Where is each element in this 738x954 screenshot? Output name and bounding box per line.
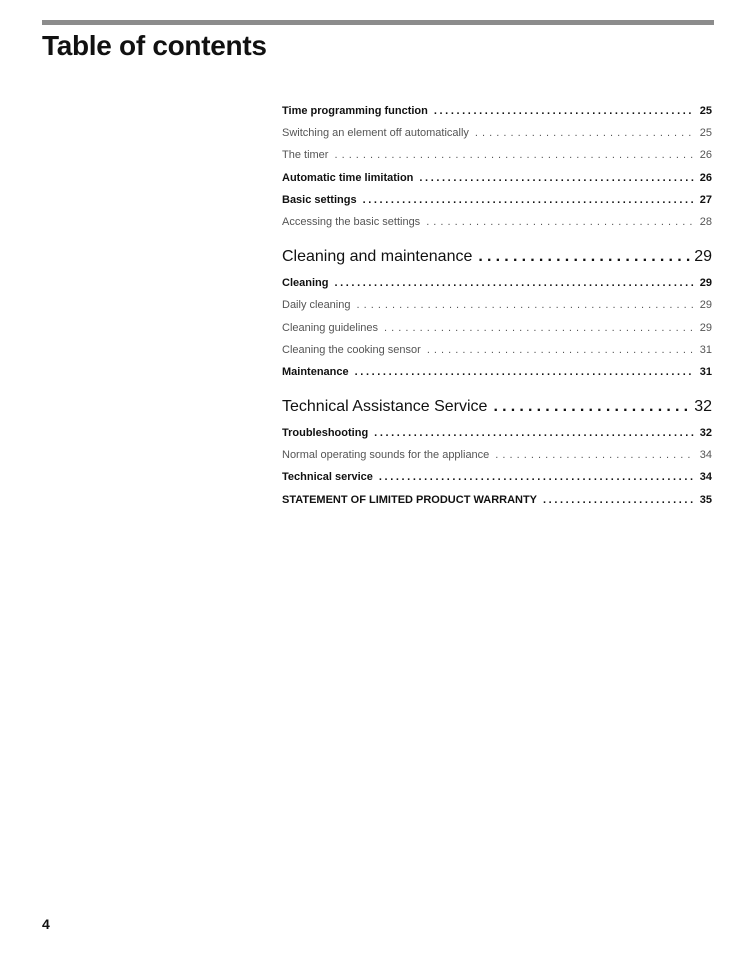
toc-entry-page: 34 bbox=[699, 449, 712, 462]
toc-dot-leader bbox=[434, 100, 694, 122]
toc-dot-leader bbox=[475, 122, 694, 144]
toc-entry[interactable] bbox=[282, 422, 712, 444]
toc-entry[interactable] bbox=[282, 189, 712, 211]
toc-entry[interactable] bbox=[282, 361, 712, 383]
toc-entry[interactable] bbox=[282, 272, 712, 294]
toc-entry-page: 31 bbox=[699, 365, 712, 378]
toc-entry[interactable] bbox=[282, 466, 712, 488]
toc-entry-page: 26 bbox=[699, 149, 712, 162]
toc-entry-page: 31 bbox=[699, 343, 712, 356]
toc-entry-page: 26 bbox=[699, 171, 712, 184]
toc-dot-leader bbox=[419, 167, 694, 189]
toc-entry[interactable] bbox=[282, 100, 712, 122]
toc-dot-leader bbox=[363, 189, 694, 211]
toc-entry-label: Maintenance bbox=[282, 365, 349, 378]
toc-entry-page: 28 bbox=[699, 215, 712, 228]
toc-entry[interactable] bbox=[282, 317, 712, 339]
toc-entry-label: Daily cleaning bbox=[282, 299, 351, 312]
toc-entry[interactable] bbox=[282, 211, 712, 233]
toc-dot-leader bbox=[334, 144, 694, 166]
toc-entry-label: Troubleshooting bbox=[282, 427, 369, 440]
toc-dot-leader bbox=[478, 242, 690, 272]
page-number: 4 bbox=[42, 916, 50, 932]
toc-entry[interactable] bbox=[282, 339, 712, 361]
toc-dot-leader bbox=[374, 422, 694, 444]
toc-entry-label: Cleaning bbox=[282, 277, 329, 290]
toc-entry-page: 35 bbox=[699, 493, 712, 506]
top-rule bbox=[42, 20, 714, 25]
toc-entry-label: Time programming function bbox=[282, 105, 428, 117]
toc-entry-label: Cleaning the cooking sensor bbox=[282, 343, 421, 356]
toc-entry-label: Technical service bbox=[282, 471, 373, 484]
toc-entry-label: Basic settings bbox=[282, 193, 357, 206]
toc-entry[interactable] bbox=[282, 122, 712, 144]
toc-dot-leader bbox=[427, 339, 694, 361]
toc-entry-label: Automatic time limitation bbox=[282, 171, 414, 184]
toc-entry-label: Cleaning and maintenance bbox=[282, 248, 473, 266]
table-of-contents bbox=[282, 100, 712, 511]
toc-entry-label: Accessing the basic settings bbox=[282, 215, 421, 228]
toc-entry[interactable] bbox=[282, 294, 712, 316]
toc-dot-leader bbox=[355, 361, 694, 383]
toc-dot-leader bbox=[495, 444, 694, 466]
toc-section-entry[interactable] bbox=[282, 392, 712, 422]
toc-entry-label: Technical Assistance Service bbox=[282, 398, 488, 416]
toc-entry-label: Normal operating sounds for the appliance bbox=[282, 449, 490, 462]
toc-entry-page: 29 bbox=[699, 299, 712, 312]
toc-entry[interactable] bbox=[282, 144, 712, 166]
toc-entry-page: 25 bbox=[699, 105, 712, 117]
toc-dot-leader bbox=[334, 272, 694, 294]
toc-dot-leader bbox=[379, 466, 694, 488]
toc-entry-page: 27 bbox=[699, 193, 712, 206]
toc-dot-leader bbox=[426, 211, 694, 233]
toc-entry-label: The timer bbox=[282, 149, 329, 162]
toc-entry-page: 25 bbox=[699, 127, 712, 140]
toc-entry-page: 29 bbox=[699, 321, 712, 334]
toc-entry-page: 29 bbox=[699, 277, 712, 290]
toc-entry[interactable] bbox=[282, 444, 712, 466]
toc-entry-label: STATEMENT OF LIMITED PRODUCT WARRANTY bbox=[282, 493, 538, 506]
toc-dot-leader bbox=[543, 489, 694, 511]
toc-entry[interactable] bbox=[282, 167, 712, 189]
page-title: Table of contents bbox=[42, 30, 267, 61]
toc-dot-leader bbox=[493, 392, 690, 422]
toc-entry-label: Switching an element off automatically bbox=[282, 127, 469, 140]
toc-entry-page: 32 bbox=[699, 427, 712, 440]
toc-entry-label: Cleaning guidelines bbox=[282, 321, 379, 334]
toc-dot-leader bbox=[384, 317, 694, 339]
toc-dot-leader bbox=[356, 294, 694, 316]
toc-entry-page: 32 bbox=[694, 398, 712, 416]
toc-entry[interactable] bbox=[282, 489, 712, 511]
toc-entry-page: 29 bbox=[694, 248, 712, 266]
toc-entry-page: 34 bbox=[699, 471, 712, 484]
toc-section-entry[interactable] bbox=[282, 242, 712, 272]
